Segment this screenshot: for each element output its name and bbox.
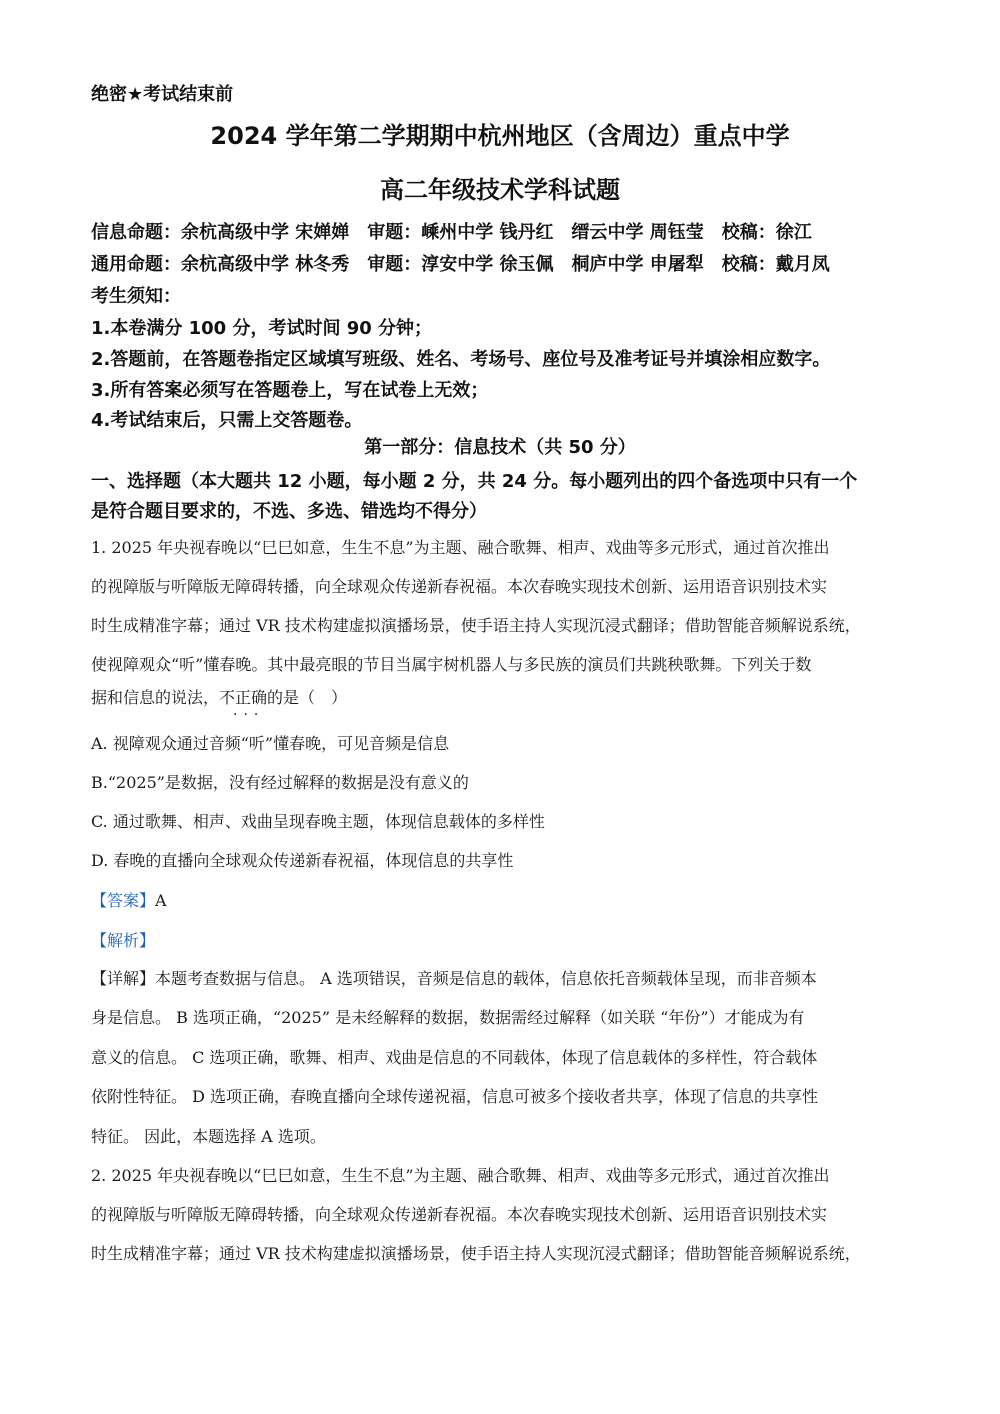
question-1-text: 使视障观众“听”懂春晚。其中最亮眼的节目当属宇树机器人与多民族的演员们共跳秧歌舞。下列关于数: [91, 655, 812, 674]
detail-text: 意义的信息。 C 选项正确，歌舞、相声、戏曲是信息的不同载体，体现了信息载体的多样性，符合载体: [91, 1048, 818, 1067]
answer-value: A: [155, 891, 167, 910]
analysis-tag: 【解析】: [91, 931, 156, 950]
detail-text: 特征。 因此，本题选择 A 选项。: [91, 1127, 326, 1146]
detail-text: 依附性特征。 D 选项正确，春晚直播向全球传递祝福，信息可被多个接收者共享，体现了信息的共享性: [91, 1087, 819, 1106]
confidential-mark: 绝密★考试结束前: [91, 84, 234, 105]
notice-item: 4.考试结束后，只需上交答题卷。: [91, 410, 363, 431]
option-a: A. 视障观众通过音频“听”懂春晚，可见音频是信息: [91, 734, 450, 753]
detail-text: 身是信息。 B 选项正确，“2025” 是未经解释的数据，数据需经过解释（如关联 “年份”）才能成为有: [91, 1008, 805, 1027]
analysis-line: [91, 928, 155, 951]
question-1-text: 据和信息的说法，不正确的是（ ）: [91, 688, 348, 707]
exam-title: 2024 学年第二学期期中杭州地区（含周边）重点中学: [210, 122, 790, 150]
question-1-text: 时生成精准字幕；通过 VR 技术构建虚拟演播场景，使手语主持人实现沉浸式翻译；借助智能音频解说系统，: [91, 616, 861, 635]
part-heading: 第一部分：信息技术（共 50 分）: [364, 437, 636, 458]
question-2-text: 2. 2025 年央视春晚以“巳巳如意，生生不息”为主题、融合歌舞、相声、戏曲等多元形式，通过首次推出: [91, 1166, 830, 1185]
credit-general-tech: 通用命题：余杭高级中学 林冬秀 审题：淳安中学 徐玉佩 桐庐中学 申屠犁 校稿：戴月凤: [91, 254, 830, 275]
notice-item: 2.答题前，在答题卷指定区域填写班级、姓名、考场号、座位号及准考证号并填涂相应数字。: [91, 349, 831, 370]
answer-tag: 【答案】: [91, 891, 156, 910]
section-instructions: 一、选择题（本大题共 12 小题，每小题 2 分，共 24 分。每小题列出的四个备选项中只有一个: [91, 471, 858, 492]
question-2-text: 时生成精准字幕；通过 VR 技术构建虚拟演播场景，使手语主持人实现沉浸式翻译；借助智能音频解说系统，: [91, 1244, 861, 1263]
question-2-text: 的视障版与听障版无障碍转播，向全球观众传递新春祝福。本次春晚实现技术创新、运用语音识别技术实: [91, 1205, 828, 1224]
notice-item: 1.本卷满分 100 分，考试时间 90 分钟；: [91, 318, 433, 339]
answer-line: [91, 888, 167, 911]
detail-text: 本题考查数据与信息。 A 选项错误，音频是信息的载体，信息依托音频载体呈现，而非音频本: [155, 969, 817, 988]
exam-subtitle: 高二年级技术学科试题: [380, 176, 620, 204]
option-b: B.“2025”是数据，没有经过解释的数据是没有意义的: [91, 773, 469, 792]
question-1-text: 的视障版与听障版无障碍转播，向全球观众传递新春祝福。本次春晚实现技术创新、运用语音识别技术实: [91, 577, 828, 596]
notice-heading: 考生须知：: [91, 286, 181, 307]
emphasis-dots: ···: [233, 707, 265, 723]
detail-tag: 【详解】: [91, 969, 156, 988]
question-1-text: 1. 2025 年央视春晚以“巳巳如意，生生不息”为主题、融合歌舞、相声、戏曲等多元形式，通过首次推出: [91, 538, 830, 557]
detail-line: [91, 966, 817, 989]
option-c: C. 通过歌舞、相声、戏曲呈现春晚主题，体现信息载体的多样性: [91, 812, 545, 831]
credit-info-tech: 信息命题：余杭高级中学 宋婵婵 审题：嵊州中学 钱丹红 缙云中学 周钰莹 校稿：徐江: [91, 222, 812, 243]
notice-item: 3.所有答案必须写在答题卷上，写在试卷上无效；: [91, 380, 489, 401]
option-d: D. 春晚的直播向全球观众传递新春祝福，体现信息的共享性: [91, 851, 514, 870]
section-instructions-cont: 是符合题目要求的，不选、多选、错选均不得分）: [91, 501, 487, 522]
